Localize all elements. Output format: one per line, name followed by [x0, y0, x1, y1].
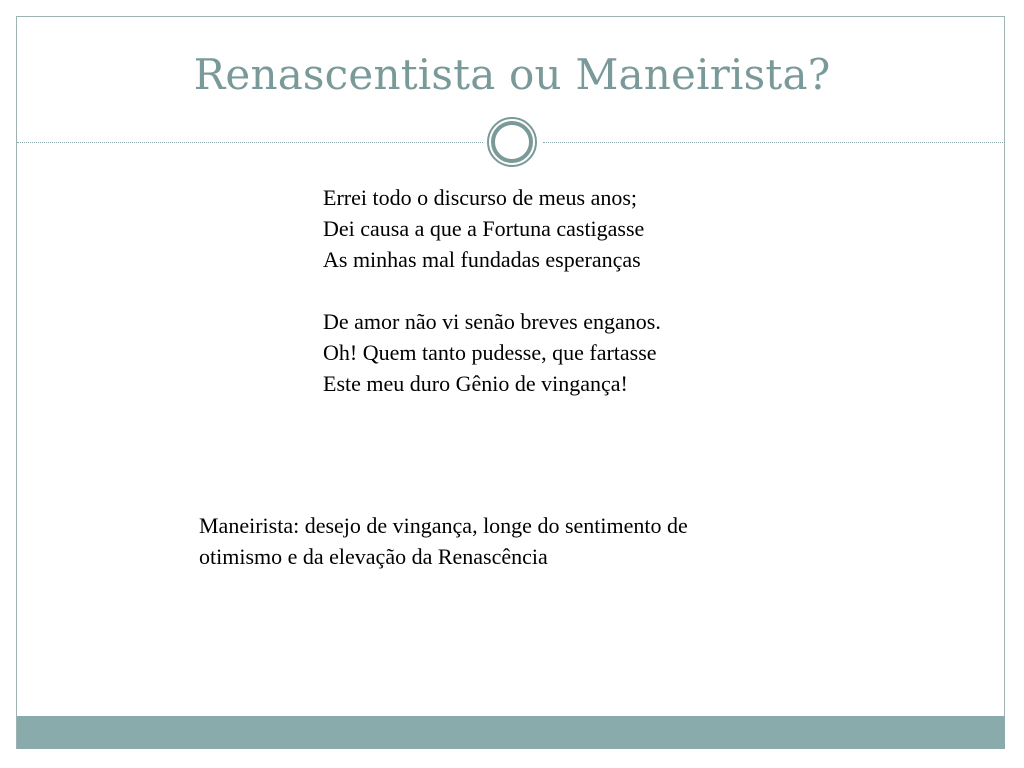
- footer-accent-bar: [17, 716, 1005, 749]
- poem-line: Oh! Quem tanto pudesse, que fartasse: [323, 340, 657, 365]
- poem-line: De amor não vi senão breves enganos.: [323, 309, 661, 334]
- poem: [323, 182, 661, 399]
- title-divider-right: [543, 142, 1005, 143]
- slide-title: Renascentista ou Maneirista?: [193, 50, 831, 99]
- double-ring-ornament-icon: [486, 116, 538, 168]
- poem-line: Dei causa a que a Fortuna castigasse: [323, 216, 645, 241]
- poem-line: As minhas mal fundadas esperanças: [323, 247, 641, 272]
- stanza-gap: [323, 275, 661, 306]
- title-divider-left: [17, 142, 483, 143]
- poem-line: Este meu duro Gênio de vingança!: [323, 371, 628, 396]
- poem-line: Errei todo o discurso de meus anos;: [323, 185, 638, 210]
- analysis-note: Maneirista: desejo de vingança, longe do sentimento de otimismo e da elevação da Renascência: [199, 513, 688, 569]
